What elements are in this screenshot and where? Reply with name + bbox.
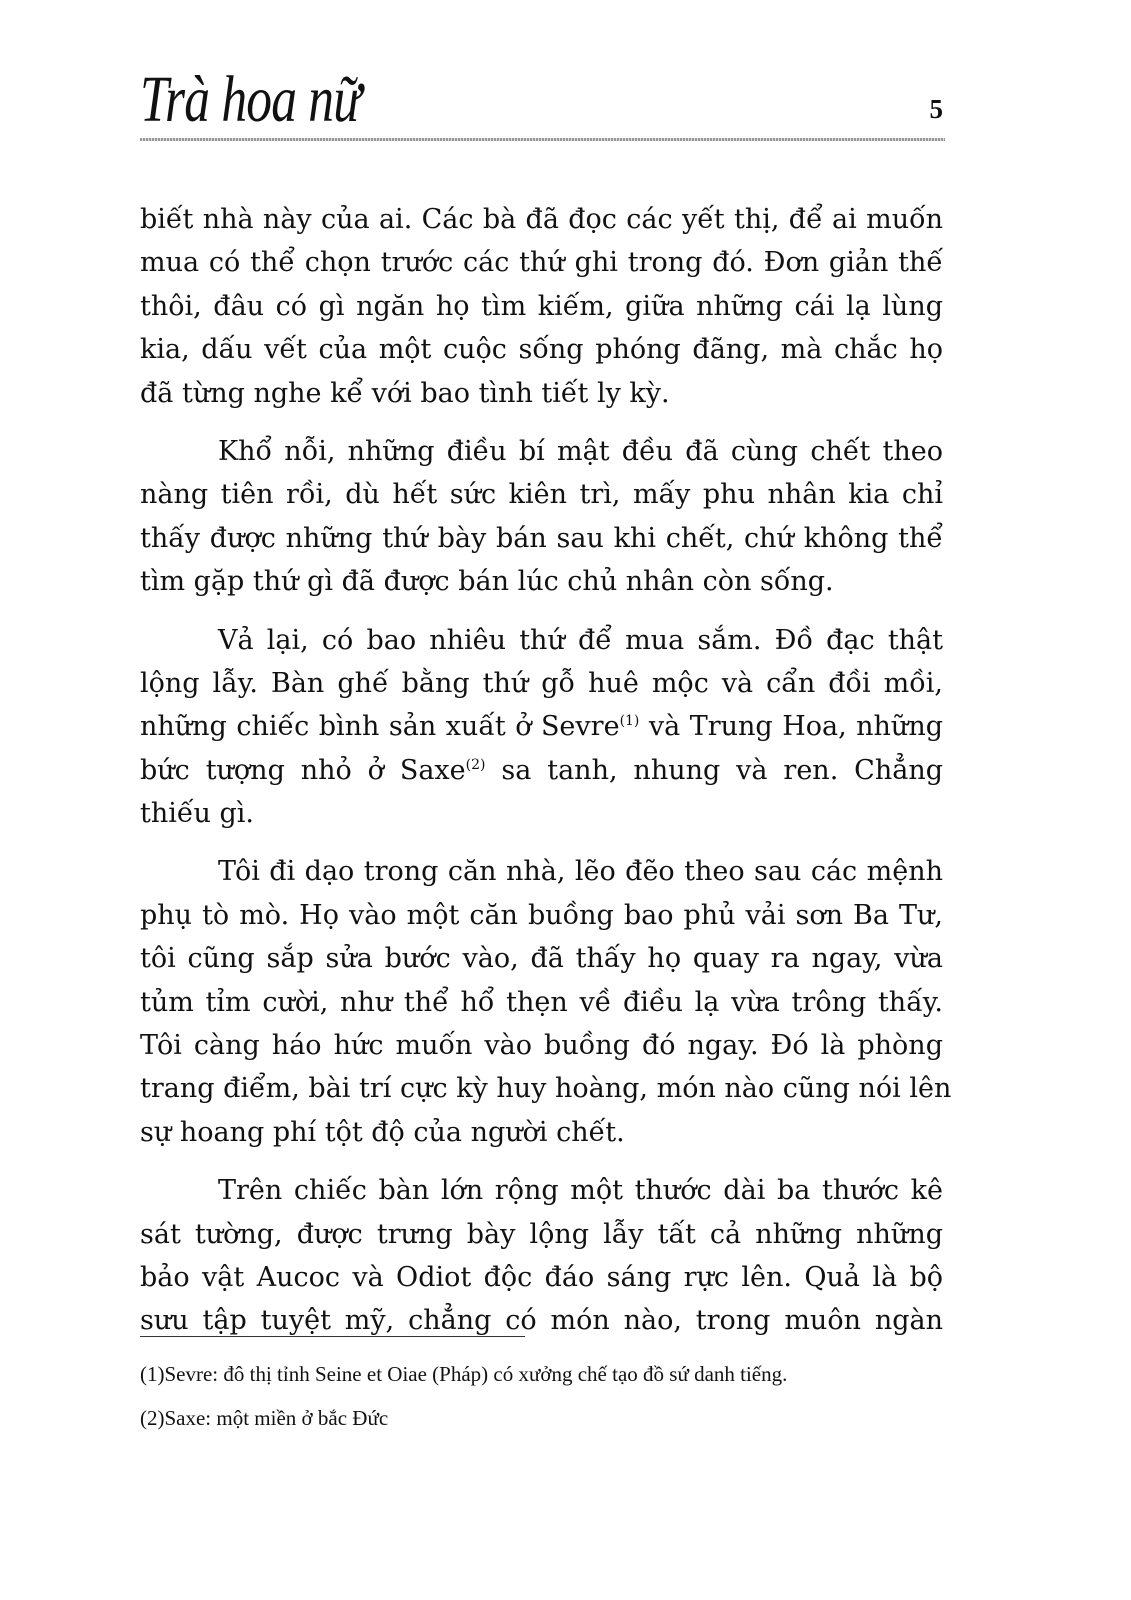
footnote-1: (1)Sevre: đô thị tỉnh Seine et Oiae (Pháp) có xưởng chế tạo đồ sứ danh tiếng. [140, 1362, 788, 1386]
text-line: nàng tiên rồi, dù hết sức kiên trì, mấy phu nhân kia chỉ [140, 479, 943, 511]
text-line: Vả lại, có bao nhiêu thứ để mua sắm. Đồ đạc thật [218, 624, 943, 656]
text-line: thôi, đâu có gì ngăn họ tìm kiếm, giữa những cái lạ lùng [140, 290, 943, 322]
body-text [140, 198, 952, 1358]
text-line: sự hoang phí tột độ của người chết. [140, 1116, 625, 1148]
footnote-separator [140, 1336, 525, 1337]
text-line: mua có thể chọn trước các thứ ghi trong đó. Đơn giản thế [140, 247, 943, 279]
text-line: biết nhà này của ai. Các bà đã đọc các yết thị, để ai muốn [140, 204, 943, 235]
paragraph [140, 1169, 943, 1343]
paragraph [140, 850, 952, 1154]
text-line: sát tường, được trưng bày lộng lẫy tất cả những những [140, 1218, 943, 1250]
page-number: 5 [929, 94, 943, 124]
text-line: sưu tập tuyệt mỹ, chẳng có món nào, trong muôn ngàn [140, 1305, 943, 1337]
paragraph [140, 430, 943, 604]
text-line: Trên chiếc bàn lớn rộng một thước dài ba thước kê [218, 1175, 943, 1207]
text-line: thiếu gì. [140, 798, 254, 830]
text-line: Khổ nỗi, những điều bí mật đều đã cùng chết theo [218, 435, 943, 467]
header-rule [140, 138, 945, 141]
text-line: tôi cũng sắp sửa bước vào, đã thấy họ quay ra ngay, vừa [140, 943, 943, 975]
text-line: đã từng nghe kể với bao tình tiết ly kỳ. [140, 377, 670, 409]
text-line: kia, dấu vết của một cuộc sống phóng đãng, mà chắc họ [140, 334, 943, 366]
paragraph [140, 619, 943, 836]
footnote-ref-2[interactable]: (2) [465, 756, 486, 773]
text-line: bức tượng nhỏ ở Saxe$^{(2)}$ sa tanh, nhung và ren. Chẳng [140, 754, 943, 786]
text-line: thấy được những thứ bày bán sau khi chết, chứ không thể [140, 522, 943, 554]
text-line: Tôi càng háo hức muốn vào buồng đó ngay. Đó là phòng [140, 1030, 943, 1062]
text-line: tủm tỉm cười, như thể hổ thẹn về điều lạ vừa trông thấy. [140, 986, 943, 1018]
paragraph [140, 198, 943, 415]
text-line: trang điểm, bài trí cực kỳ huy hoàng, món nào cũng nói lên [140, 1073, 952, 1105]
text-line: bảo vật Aucoc và Odiot độc đáo sáng rực lên. Quả là bộ [140, 1261, 943, 1293]
footnote-ref-1[interactable]: (1) [619, 713, 640, 730]
book-title: Trà hoa nữ [140, 63, 361, 136]
text-line: Tôi đi dạo trong căn nhà, lẽo đẽo theo sau các mệnh [218, 856, 943, 888]
text-line: những chiếc bình sản xuất ở Sevre$^{(1)}$ và Trung Hoa, những [140, 711, 943, 743]
text-line: phụ tò mò. Họ vào một căn buồng bao phủ vải sơn Ba Tư, [140, 899, 943, 931]
text-line: tìm gặp thứ gì đã được bán lúc chủ nhân còn sống. [140, 566, 834, 598]
text-line: lộng lẫy. Bàn ghế bằng thứ gỗ huê mộc và cẩn đồi mồi, [140, 667, 943, 699]
footnote-2: (2)Saxe: một miền ở bắc Đức [140, 1406, 389, 1430]
